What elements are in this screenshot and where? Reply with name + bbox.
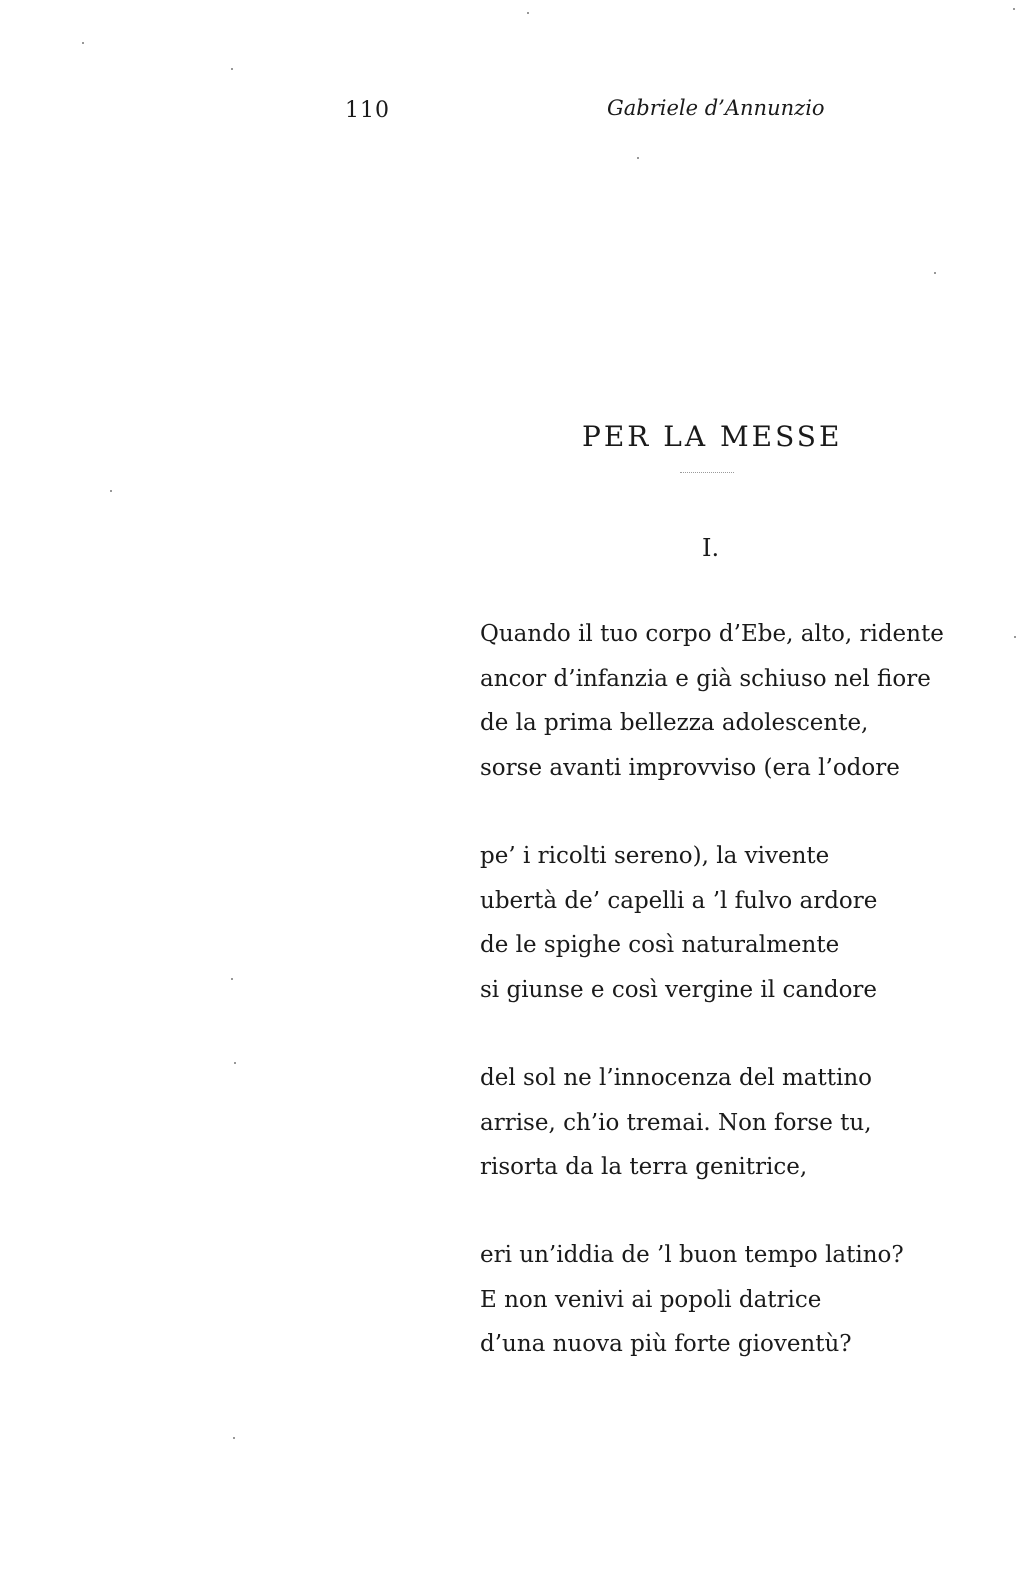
scan-speck (110, 490, 112, 492)
stanza (480, 834, 877, 1012)
verse-line: E non venivi ai popoli datrice (480, 1286, 822, 1313)
scan-speck (231, 68, 233, 70)
verse-line: de la prima bellezza adolescente, (480, 710, 869, 736)
stanza (480, 1056, 872, 1190)
verse-line: eri un’iddia de ’l buon tempo latino? (480, 1242, 904, 1268)
scan-speck (934, 272, 936, 274)
scan-speck (234, 1062, 236, 1064)
verse-line: ancor d’infanzia e già schiuso nel fiore (480, 665, 931, 692)
scan-speck (1013, 8, 1015, 10)
scan-speck (231, 978, 233, 980)
verse-line: si giunse e così vergine il candore (480, 976, 878, 1003)
verse-line: de le spighe così naturalmente (480, 932, 840, 958)
verse-line: pe’ i ricolti sereno), la vivente (480, 843, 830, 869)
running-head: Gabriele d’Annunzio (607, 96, 825, 120)
verse-line: ubertà de’ capelli a ’l fulvo ardore (480, 887, 878, 914)
scan-speck (637, 157, 639, 159)
verse-line: d’una nuova più forte gioventù? (480, 1331, 852, 1357)
verse-line: sorse avanti improvviso (era l’odore (480, 754, 900, 781)
verse-line: del sol ne l’innocenza del mattino (480, 1065, 873, 1091)
poem-title: PER LA MESSE (582, 420, 843, 453)
scan-speck (233, 1437, 235, 1439)
scan-speck (82, 42, 84, 44)
section-numeral: I. (702, 534, 720, 562)
verse-line: arrise, ch’io tremai. Non forse tu, (480, 1109, 872, 1136)
verse-line: risorta da la terra genitrice, (480, 1154, 808, 1180)
page-number: 110 (345, 98, 390, 123)
title-divider (680, 472, 734, 473)
verse-line: Quando il tuo corpo d’Ebe, alto, ridente (480, 621, 944, 647)
scan-speck (527, 12, 529, 14)
scan-speck (1014, 636, 1016, 638)
stanza (480, 612, 944, 790)
stanza (480, 1233, 904, 1367)
